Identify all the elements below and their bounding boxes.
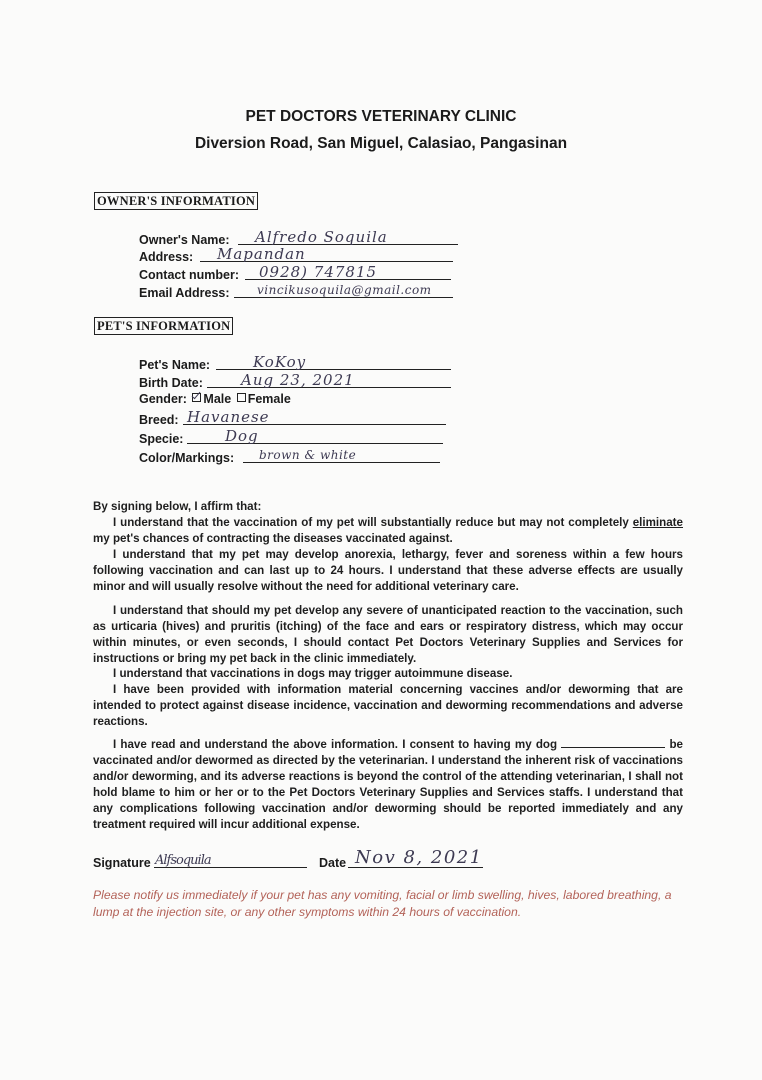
pet-specie-row [139,428,459,446]
consent-paragraph-1: I understand that the vaccination of my pet will substantially reduce but may not completely eliminate my pet's chances of contracting the diseases vaccinated against. [93,516,683,545]
dog-name-blank[interactable] [561,737,665,748]
pet-breed-row [139,409,459,427]
gender-label: Gender: [139,392,187,406]
date-label: Date [319,856,347,870]
pet-color-label: Color/Markings: [139,451,235,465]
consent-paragraph-3: I understand that should my pet develop any severe of unanticipated reaction to the vaccination, such as urticaria (hives) and pruritis (itching) of the face and ears or respiratory distress, which may occur within minutes, or even seconds, I should contact Pet Doctors Veterinary Supplies and Services for instructions or bring my pet back in the clinic immediately. [93,604,683,665]
pet-section-title: PET'S INFORMATION [94,317,233,335]
date-value[interactable]: Nov 8, 2021 [355,847,483,868]
owner-address-row [139,246,459,264]
pet-specie-label: Specie: [139,432,184,446]
pet-color-row [139,447,459,465]
gender-female-label: Female [247,392,291,406]
consent-paragraph-6: I have read and understand the above information. I consent to having my dog be vaccinated and/or dewormed as directed by the veterinarian. I understand the inherent risk of vaccinations and/or deworming, and its adverse reactions is beyond the control of the attending veterinarian, I shall not hold blame to him or her or to the Pet Doctors Veterinary Supplies and Services staffs. I understand that any complications following vaccination and/or deworming should be reported immediately and any treatment required will incur additional expense. [93,738,683,831]
owner-contact-label: Contact number: [139,268,239,282]
owner-contact-row [139,264,459,282]
consent-paragraph-5: I have been provided with information material concerning vaccines and/or deworming that are intended to protect against disease incidence, vaccination and deworming recommendations and adverse reactions. [93,683,683,728]
clinic-name: PET DOCTORS VETERINARY CLINIC [245,108,517,125]
pet-color-value[interactable]: brown & white [259,448,357,462]
consent-paragraph-2: I understand that my pet may develop anorexia, lethargy, fever and soreness within a few hours following vaccination and can last up to 24 hours. I understand that these adverse effects are usually minor and will usually resolve without the need for additional veterinary care. [93,548,683,593]
owner-email-label: Email Address: [139,286,230,300]
owner-email-row [139,282,459,300]
pet-birth-row [139,372,459,390]
signature-value[interactable]: Alfsoquila [155,853,211,868]
owner-address-value[interactable]: Mapandan [217,245,306,263]
pet-birth-value[interactable]: Aug 23, 2021 [241,371,355,389]
gender-male-label: Male [203,392,232,406]
consent-intro: By signing below, I affirm that: [93,500,262,513]
owner-contact-value[interactable]: 0928) 747815 [259,263,378,281]
gender-female-checkbox[interactable] [237,393,246,402]
pet-specie-value[interactable]: Dog [225,427,259,445]
notification-note: Please notify us immediately if your pet has any vomiting, facial or limb swelling, hives, labored breathing, a lump at the injection site, or any other symptoms within 24 hours of vaccination. [93,888,672,919]
signature-label: Signature [93,856,151,870]
pet-name-line [216,369,451,370]
owner-name-label: Owner's Name: [139,233,230,247]
consent-paragraph-4: I understand that vaccinations in dogs may trigger autoimmune disease. [113,667,513,680]
gender-row [139,392,291,406]
gender-male-checkbox[interactable] [192,393,201,402]
owner-email-value[interactable]: vincikusoquila@gmail.com [257,283,432,297]
pet-breed-label: Breed: [139,413,179,427]
pet-birth-label: Birth Date: [139,376,203,390]
pet-name-value[interactable]: KoKoy [253,353,307,371]
owner-name-value[interactable]: Alfredo Soquila [255,228,388,246]
pet-breed-value[interactable]: Havanese [187,408,270,426]
pet-name-label: Pet's Name: [139,358,211,372]
owner-section-title: OWNER'S INFORMATION [94,192,258,210]
owner-address-label: Address: [139,250,194,264]
signature-row [93,847,653,872]
pet-name-row [139,354,459,372]
clinic-address: Diversion Road, San Miguel, Calasiao, Pangasinan [194,135,568,152]
